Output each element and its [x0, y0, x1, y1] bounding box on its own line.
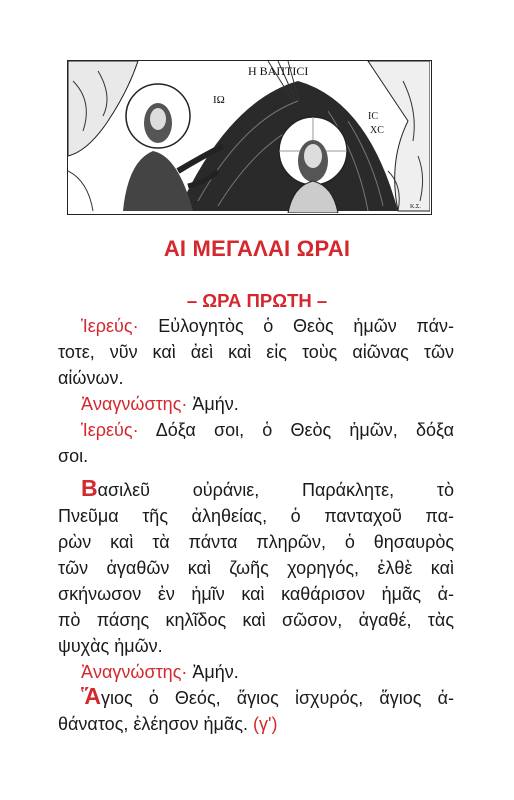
- paragraph-4-line-5: σκήνωσον ἐν ἡμῖν καὶ καθάρισον ἡμᾶς ἀ-: [58, 584, 454, 604]
- paragraph-4-line-3: ρὼν καὶ τὰ πάντα πληρῶν, ὁ θησαυρὸς: [58, 532, 454, 552]
- icon-john-mark: ΙΩ: [213, 94, 225, 106]
- page-title: ΑΙ ΜΕΓΑΛΑΙ ΩΡΑΙ: [163, 236, 351, 261]
- p4-text-1: ασιλεῦ οὐράνιε, Παράκλητε, τὸ: [97, 480, 454, 500]
- p1-text: Εὐλογητὸς ὁ Θεὸς ἡμῶν πάν-: [158, 316, 454, 336]
- icon-christ-mark-1: IC: [368, 111, 378, 122]
- icon-christ-mark-2: XC: [370, 125, 384, 136]
- speaker-priest-2: Ἱερεύς·: [81, 420, 139, 440]
- speaker-priest: Ἱερεύς·: [81, 316, 139, 336]
- p5-text: Ἀμήν.: [192, 662, 239, 682]
- paragraph-4-line-7: ψυχὰς ἡμῶν.: [58, 636, 163, 656]
- paragraph-2: [58, 391, 454, 417]
- paragraph-3-line-1: [58, 417, 454, 443]
- paragraph-4-line-4: τῶν ἀγαθῶν καὶ ζωῆς χορηγός, ἐλθὲ καὶ: [58, 558, 454, 578]
- paragraph-1-line-3: αἰώνων.: [58, 368, 124, 388]
- repeat-thrice-mark: (γʹ): [253, 714, 278, 734]
- baptism-icon-illustration: [67, 60, 432, 215]
- paragraph-4-line-1: [58, 477, 454, 503]
- paragraph-3-line-2: σοι.: [58, 446, 89, 466]
- drop-initial-beta: Β: [81, 475, 98, 501]
- p3-text: Δόξα σοι, ὁ Θεὸς ἡμῶν, δόξα: [155, 420, 455, 440]
- paragraph-6-line-2: [58, 711, 454, 737]
- paragraph-1-line-1: [58, 313, 454, 339]
- icon-inscription: Η ΒΑΠΤΙCΙ: [248, 64, 309, 78]
- paragraph-6-line-1: [58, 685, 454, 711]
- baptism-scene-drawing: [68, 61, 430, 213]
- speaker-reader: Ἀναγνώστης·: [81, 394, 188, 414]
- prayer-text-body: [58, 313, 454, 737]
- paragraph-5: [58, 659, 454, 685]
- p6-text-1: γιος ὁ Θεός, ἅγιος ἰσχυρός, ἅγιος ἀ-: [100, 688, 454, 708]
- drop-initial-alpha: Ἅ: [81, 683, 101, 709]
- speaker-reader-2: Ἀναγνώστης·: [81, 662, 188, 682]
- p2-text: Ἀμήν.: [192, 394, 239, 414]
- paragraph-4-line-6: πὸ πάσης κηλῖδος καὶ σῶσον, ἀγαθέ, τὰς: [58, 610, 454, 630]
- paragraph-1-line-2: τοτε, νῦν καὶ ἀεὶ καὶ εἰς τοὺς αἰῶνας τῶν: [58, 342, 454, 362]
- section-subtitle: – ΩΡΑ ΠΡΩΤΗ –: [186, 290, 328, 311]
- paragraph-4-line-2: Πνεῦμα τῆς ἀληθείας, ὁ πανταχοῦ πα-: [58, 506, 454, 526]
- p6-text-2: θάνατος, ἐλέησον ἡμᾶς.: [58, 714, 249, 734]
- icon-signature: Κ.Σ.: [410, 204, 421, 210]
